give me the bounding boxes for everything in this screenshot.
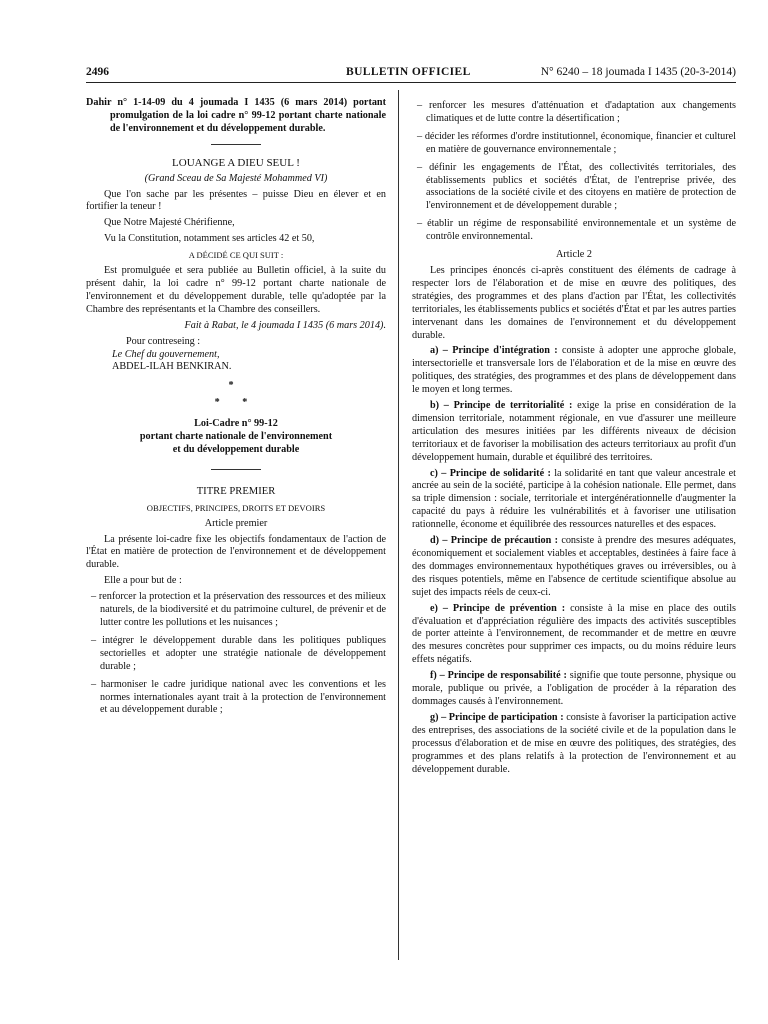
titre-premier: TITRE PREMIER <box>196 485 276 497</box>
principle-label: b) – Principe de territorialité : <box>430 400 573 412</box>
article-1-intro: Elle a pour but de : <box>104 575 182 587</box>
list-item: – renforcer les mesures d'atténuation et d'adaptation aux changements climatiques et de lutte contre la désertification ; <box>417 100 736 124</box>
issue-reference: N° 6240 – 18 joumada I 1435 (20-3-2014) <box>540 66 736 78</box>
principle-label: e) – Principe de prévention : <box>430 602 566 614</box>
principle-text: consiste à la mise en place des outils d'évaluation et d'appréciation régulière des impacts des activités susceptibles de porter atteinte à l'environnement, de recommander et de mettre en œuvre des mesures concrètes pour supprimer ces impacts, ou du moins réduire leurs effets négatifs. <box>412 602 736 666</box>
principle-precaution <box>412 535 736 600</box>
loi-title-line-3: et du développement durable <box>172 443 300 455</box>
star-divider-bottom: * * <box>214 397 258 409</box>
list-item: – harmoniser le cadre juridique national avec les conventions et les normes internationales ayant trait à la protection de l'environnement et au développement durable ; <box>91 678 386 716</box>
header-rule <box>86 82 736 83</box>
loi-title-line-2: portant charte nationale de l'environnement <box>139 431 333 443</box>
article-1-paragraph: La présente loi-cadre fixe les objectifs fondamentaux de l'action de l'État en matière de protection de l'environnement et de développement durable. <box>86 533 386 571</box>
principle-solidarite <box>412 468 736 533</box>
principle-text: la solidarité en tant que valeur ancestrale et ancrée au sein de la société, participe à la cohésion nationale. Elle permet, dans sa triple dimension : sociale, territoriale et intergénérationnelle d'augmenter la capacité du pays à réduire les vulnérabilités et à favoriser une utilisation rationnelle, économe et équilibrée des ressources naturelles et des espaces. <box>412 467 736 531</box>
intro-paragraph: Que l'on sache par les présentes – puisse Dieu en élever et en fortifier la teneur ! <box>86 188 386 213</box>
list-item: – définir les engagements de l'État, des collectivités territoriales, des établissements publics et sociétés d'État, de l'entreprise privée, des associations de la société civile et des citoyens en matière de protection de l'environnement et de développement durable ; <box>417 161 736 212</box>
separator-line <box>211 144 261 145</box>
article-2-heading: Article 2 <box>556 249 592 261</box>
principle-text: exige la prise en considération de la dimension territoriale, notamment régionale, en vue d'assurer une meilleure articulation des mesures initiées par les différents niveaux de décision territoriaux et de favoriser la mobilisation des acteurs territoriaux au profit d'un développement humain, durable et équilibré des territoires. <box>412 400 736 463</box>
list-item: – renforcer la protection et la préservation des ressources et des milieux naturels, de la biodiversité et du patrimoine culturel, de prévenir et de lutter contre les pollutions et les nuisances ; <box>91 591 386 628</box>
journal-title: BULLETIN OFFICIEL <box>346 66 471 78</box>
titre-subheading: OBJECTIFS, PRINCIPES, DROITS ET DEVOIRS <box>146 502 326 513</box>
principle-label: g) – Principe de participation : <box>430 711 564 723</box>
left-column <box>86 97 386 722</box>
page-header <box>86 66 736 82</box>
principle-integration <box>412 345 736 397</box>
page-number: 2496 <box>86 66 109 78</box>
contreseing: Pour contreseing : <box>126 335 201 347</box>
louange-heading: LOUANGE A DIEU SEUL ! <box>172 156 300 169</box>
promulgation-paragraph: Est promulguée et sera publiée au Bulletin officiel, à la suite du présent dahir, la loi cadre n° 99-12 portant charte nationale de l'environnement et du développement durable, telle qu'adoptée par la Chambre des représentants et la Chambre des conseillers. <box>86 265 386 315</box>
signatory-name: ABDEL-ILAH BENKIRAN. <box>112 361 232 373</box>
dahir-title: Dahir n° 1-14-09 du 4 joumada I 1435 (6 mars 2014) portant promulgation de la loi cadre n° 99-12 portant charte nationale de l'environnement et du développement durable. <box>86 97 386 134</box>
principle-label: a) – Principe d'intégration : <box>430 345 558 357</box>
grand-sceau: (Grand Sceau de Sa Majesté Mohammed VI) <box>144 172 328 184</box>
majeste-paragraph: Que Notre Majesté Chérifienne, <box>104 217 235 229</box>
decide-heading: A DÉCIDÉ CE QUI SUIT : <box>188 250 284 261</box>
list-item: – intégrer le développement durable dans les politiques publiques sectorielles et adopter une stratégie nationale de développement durable ; <box>91 634 386 672</box>
principle-responsabilite <box>412 670 736 709</box>
principle-label: f) – Principe de responsabilité : <box>430 670 567 682</box>
loi-title-line-1: Loi-Cadre n° 99-12 <box>194 418 278 430</box>
principle-participation <box>412 712 736 777</box>
separator-line <box>211 469 261 470</box>
principle-label: c) – Principe de solidarité : <box>430 467 551 479</box>
principle-label: d) – Principe de précaution : <box>430 535 559 547</box>
principle-territorialite <box>412 400 736 465</box>
right-column <box>412 100 736 779</box>
article-2-intro: Les principes énoncés ci-après constituent des éléments de cadrage à respecter lors de l'élaboration et de mise en œuvre des politiques, des stratégies, des programmes et des plans d'action par l'État, les collectivités territoriales, les établissements publics et sociétés d'État et par les autres parties intervenant dans les domaines de l'environnement et du développement durable. <box>412 264 736 341</box>
chef-gouvernement: Le Chef du gouvernement, <box>112 348 220 360</box>
fait-a-rabat: Fait à Rabat, le 4 joumada I 1435 (6 mars 2014). <box>184 319 386 331</box>
constitution-paragraph: Vu la Constitution, notamment ses articles 42 et 50, <box>104 233 315 245</box>
principle-text: consiste à favoriser la participation active des entreprises, des associations de la société civile et de la population dans le processus d'élaboration et de mise en œuvre des politiques, des stratégies, des programmes et des plans relatifs à la protection de l'environnement et au développement durable. <box>412 711 736 775</box>
principle-text: consiste à prendre des mesures adéquates, économiquement et socialement viables et acceptables, destinées à faire face à des dommages environnementaux hypothétiques graves ou irréversibles, ou à des risques potentiels, même en l'absence de certitude scientifique absolue au sujet des impacts réels de ceux-ci. <box>412 535 736 598</box>
star-divider-top: * <box>228 380 244 392</box>
list-item: – établir un régime de responsabilité environnementale et un système de contrôle environnemental. <box>417 218 736 243</box>
column-divider <box>398 90 399 960</box>
article-premier-heading: Article premier <box>204 517 268 529</box>
principle-text: consiste à adopter une approche globale, intersectorielle et transversale lors de l'élaboration et de la mise en œuvre des politiques, des stratégies, des programmes et des plans de développement dans le moyen et long termes. <box>412 345 736 396</box>
principle-prevention <box>412 603 736 668</box>
list-item: – décider les réformes d'ordre institutionnel, économique, financier et culturel en matière de gouvernance environnementale ; <box>417 130 736 155</box>
principle-text: signifie que toute personne, physique ou morale, publique ou privée, a l'obligation de procéder à la réparation des dommages causés à l'environnement. <box>412 670 737 707</box>
